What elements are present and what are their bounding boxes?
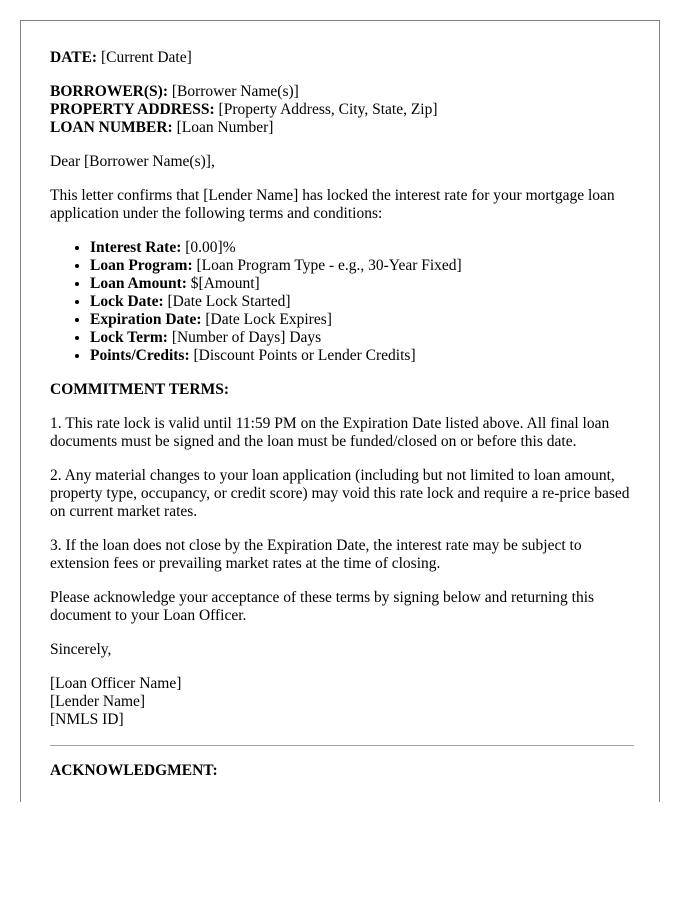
terms-list xyxy=(50,239,634,365)
date-value: [Current Date] xyxy=(100,49,192,66)
term-value: $[Amount] xyxy=(190,275,260,292)
date-block xyxy=(50,49,634,67)
date-label: DATE: xyxy=(50,49,98,66)
list-item xyxy=(90,257,634,275)
signature-lender: [Lender Name] xyxy=(50,693,146,710)
borrower-line xyxy=(50,83,634,101)
loan-number-label: LOAN NUMBER: xyxy=(50,119,173,136)
list-item xyxy=(90,293,634,311)
term-label: Lock Term: xyxy=(90,329,168,346)
term-value: [Date Lock Expires] xyxy=(205,311,332,328)
property-label: PROPERTY ADDRESS: xyxy=(50,101,215,118)
list-item xyxy=(90,329,634,347)
term-label: Interest Rate: xyxy=(90,239,182,256)
loan-number-line xyxy=(50,119,634,137)
signature-officer: [Loan Officer Name] xyxy=(50,675,182,692)
commitment-terms-heading: COMMITMENT TERMS: xyxy=(50,381,229,398)
term-label: Loan Program: xyxy=(90,257,193,274)
signature-block xyxy=(50,675,634,729)
list-item xyxy=(90,347,634,365)
loan-info-block xyxy=(50,83,634,137)
salutation: Dear [Borrower Name(s)], xyxy=(50,153,215,170)
letter-page xyxy=(20,20,660,802)
section-divider xyxy=(50,745,634,746)
signature-nmls: [NMLS ID] xyxy=(50,711,124,728)
term-label: Points/Credits: xyxy=(90,347,190,364)
term-value: [Date Lock Started] xyxy=(167,293,291,310)
list-item xyxy=(90,239,634,257)
borrower-label: BORROWER(S): xyxy=(50,83,168,100)
list-item xyxy=(90,311,634,329)
commitment-item-3: 3. If the loan does not close by the Expiration Date, the interest rate may be subject to extension fees or prevailing market rates at the time of closing. xyxy=(50,537,582,572)
list-item xyxy=(90,275,634,293)
commitment-item-2: 2. Any material changes to your loan application (including but not limited to loan amount, property type, occupancy, or credit score) may void this rate lock and require a re-price based on current market rates. xyxy=(50,467,630,520)
letter-content xyxy=(50,49,634,796)
acknowledgment-heading: ACKNOWLEDGMENT: xyxy=(50,762,218,779)
date-line xyxy=(50,49,634,67)
acknowledge-request: Please acknowledge your acceptance of these terms by signing below and returning this document to your Loan Officer. xyxy=(50,589,595,624)
property-value: [Property Address, City, State, Zip] xyxy=(218,101,438,118)
commitment-item-1: 1. This rate lock is valid until 11:59 PM on the Expiration Date listed above. All final loan documents must be signed and the loan must be funded/closed on or before this date. xyxy=(50,415,610,450)
borrower-value: [Borrower Name(s)] xyxy=(171,83,299,100)
term-value: [Number of Days] Days xyxy=(171,329,322,346)
term-label: Expiration Date: xyxy=(90,311,202,328)
property-line xyxy=(50,101,634,119)
loan-number-value: [Loan Number] xyxy=(176,119,274,136)
term-label: Loan Amount: xyxy=(90,275,187,292)
term-label: Lock Date: xyxy=(90,293,164,310)
intro-paragraph: This letter confirms that [Lender Name] has locked the interest rate for your mortgage loan application under the following terms and conditions: xyxy=(50,187,615,222)
term-value: [0.00]% xyxy=(185,239,236,256)
term-value: [Discount Points or Lender Credits] xyxy=(193,347,416,364)
term-value: [Loan Program Type - e.g., 30-Year Fixed] xyxy=(196,257,462,274)
closing: Sincerely, xyxy=(50,641,112,658)
